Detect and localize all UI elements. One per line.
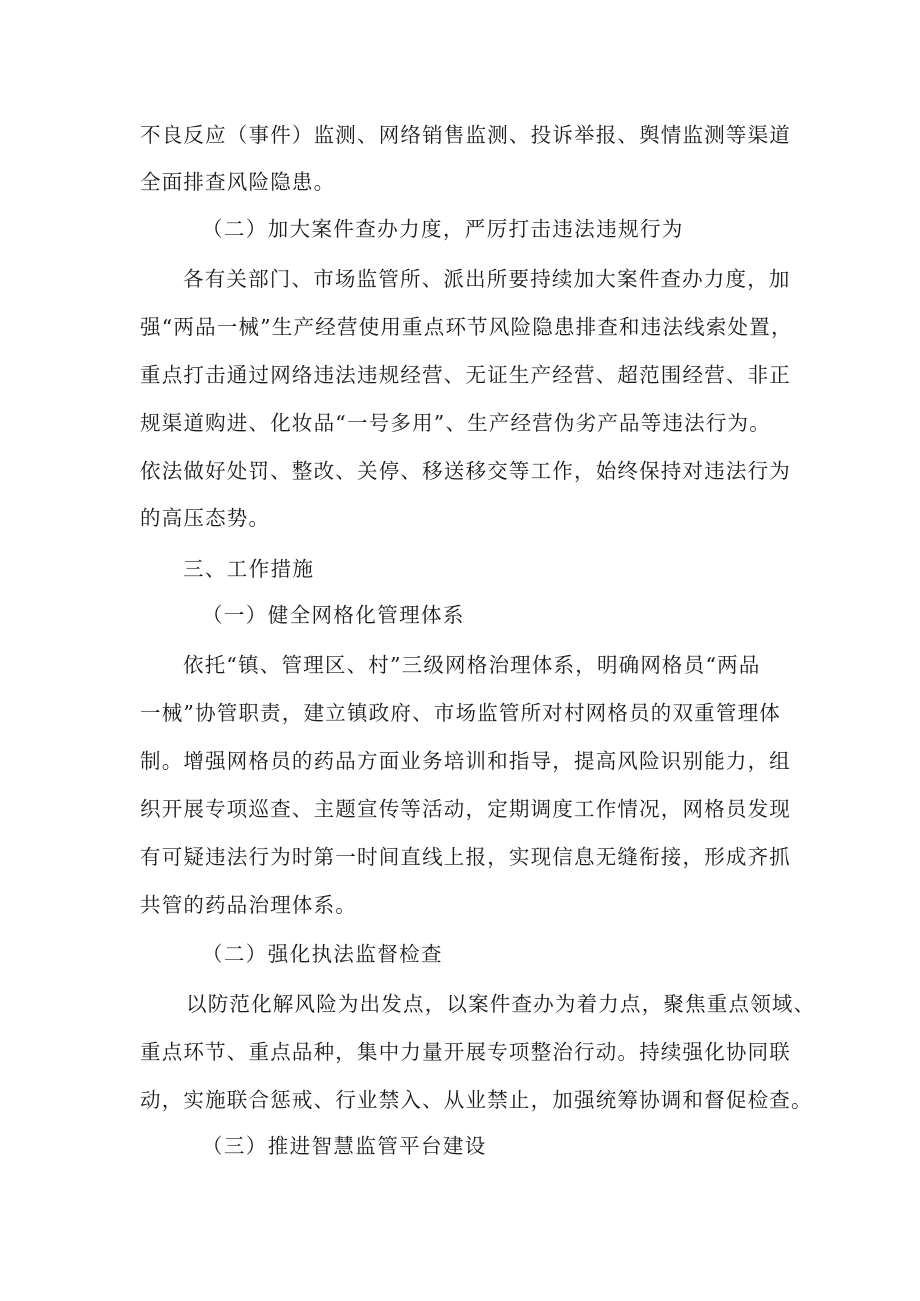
paragraph-line: 一械”协管职责，建立镇政府、市场监管所对村网格员的双重管理体 [140,701,781,725]
subsection-heading: （二）强化执法监督检查 [202,942,443,966]
paragraph-line: 依托“镇、管理区、村”三级网格治理体系，明确网格员“两品 [183,653,761,677]
section-heading: 三、工作措施 [183,557,315,581]
paragraph-line: 全面排查风险隐患。 [140,170,336,194]
paragraph-line: 重点打击通过网络违法违规经营、无证生产经营、超范围经营、非正 [140,363,791,387]
paragraph-line: 织开展专项巡查、主题宣传等活动，定期调度工作情况，网格员发现 [140,797,791,821]
subsection-heading: （一）健全网格化管理体系 [202,603,465,627]
paragraph-line: 的高压态势。 [140,506,271,530]
paragraph-line: 不良反应（事件）监测、网络销售监测、投诉举报、舆情监测等渠道 [140,123,791,147]
paragraph-line: 动，实施联合惩戒、行业禁入、从业禁止，加强统筹协调和督促检查。 [140,1088,813,1112]
paragraph-line: 各有关部门、市场监管所、派出所要持续加大案件查办力度，加 [183,267,791,291]
paragraph-line: 规渠道购进、化妆品“一号多用”、生产经营伪劣产品等违法行为。 [140,411,771,435]
paragraph-line: 以防范化解风险为出发点，以案件查办为着力点，聚焦重点领域、 [186,992,816,1016]
paragraph-line: 有可疑违法行为时第一时间直线上报，实现信息无缝衔接，形成齐抓 [140,845,791,869]
paragraph-line: 共管的药品治理体系。 [140,893,357,917]
subsection-heading: （三）推进智慧监管平台建设 [202,1134,487,1158]
paragraph-line: 依法做好处罚、整改、关停、移送移交等工作，始终保持对违法行为 [140,459,791,483]
section-heading: （二）加大案件查办力度，严厉打击违法违规行为 [202,217,684,241]
paragraph-line: 制。增强网格员的药品方面业务培训和指导，提高风险识别能力，组 [140,749,791,773]
paragraph-line: 重点环节、重点品种，集中力量开展专项整治行动。持续强化协同联 [140,1040,791,1064]
paragraph-line: 强“两品一械”生产经营使用重点环节风险隐患排查和违法线索处置， [140,315,793,339]
